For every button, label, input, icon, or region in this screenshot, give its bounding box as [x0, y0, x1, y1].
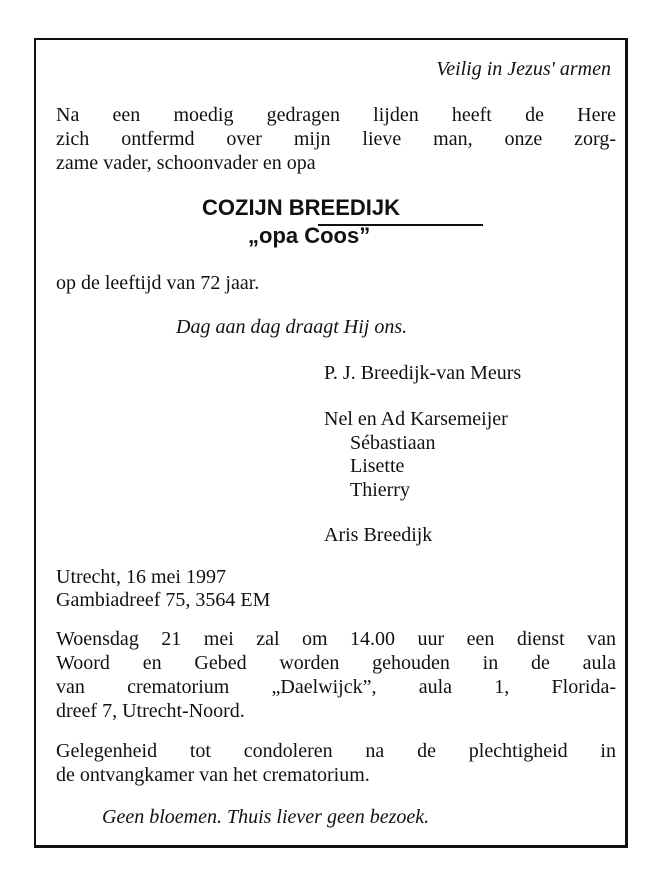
intro-line-3: zame vader, schoonvader en opa: [56, 152, 316, 174]
verse: Dag aan dag draagt Hij ons.: [176, 316, 408, 338]
deceased-nickname: „opa Coos”: [248, 223, 371, 248]
grandchild-1: Sébastiaan: [350, 432, 436, 454]
condolence-line-1: Gelegenheid tot condoleren na de plechtigheid in: [56, 740, 616, 762]
grandchild-3: Thierry: [350, 479, 410, 501]
grandchild-2: Lisette: [350, 455, 405, 477]
condolence-line-2: de ontvangkamer van het crematorium.: [56, 764, 370, 786]
family-couple: Nel en Ad Karsemeijer: [324, 408, 508, 430]
place-date: Utrecht, 16 mei 1997: [56, 566, 226, 588]
death-notice-card: [34, 38, 628, 848]
address: Gambiadreef 75, 3564 EM: [56, 589, 271, 611]
deceased-name: COZIJN BREEDIJK: [202, 195, 401, 220]
header-quote: Veilig in Jezus' armen: [436, 58, 611, 80]
service-line-3: van crematorium „Daelwijck”, aula 1, Florida-: [56, 676, 616, 698]
family-spouse: P. J. Breedijk-van Meurs: [324, 362, 522, 384]
service-line-4: dreef 7, Utrecht-Noord.: [56, 700, 245, 722]
intro-line-1: Na een moedig gedragen lijden heeft de Here: [56, 104, 616, 126]
service-line-1: Woensdag 21 mei zal om 14.00 uur een dienst van: [56, 628, 616, 650]
closing: Geen bloemen. Thuis liever geen bezoek.: [102, 806, 430, 828]
intro-line-2: zich ontfermd over mijn lieve man, onze zorg-: [56, 128, 616, 150]
age-line: op de leeftijd van 72 jaar.: [56, 272, 260, 294]
service-line-2: Woord en Gebed worden gehouden in de aula: [56, 652, 616, 674]
family-son: Aris Breedijk: [324, 524, 433, 546]
